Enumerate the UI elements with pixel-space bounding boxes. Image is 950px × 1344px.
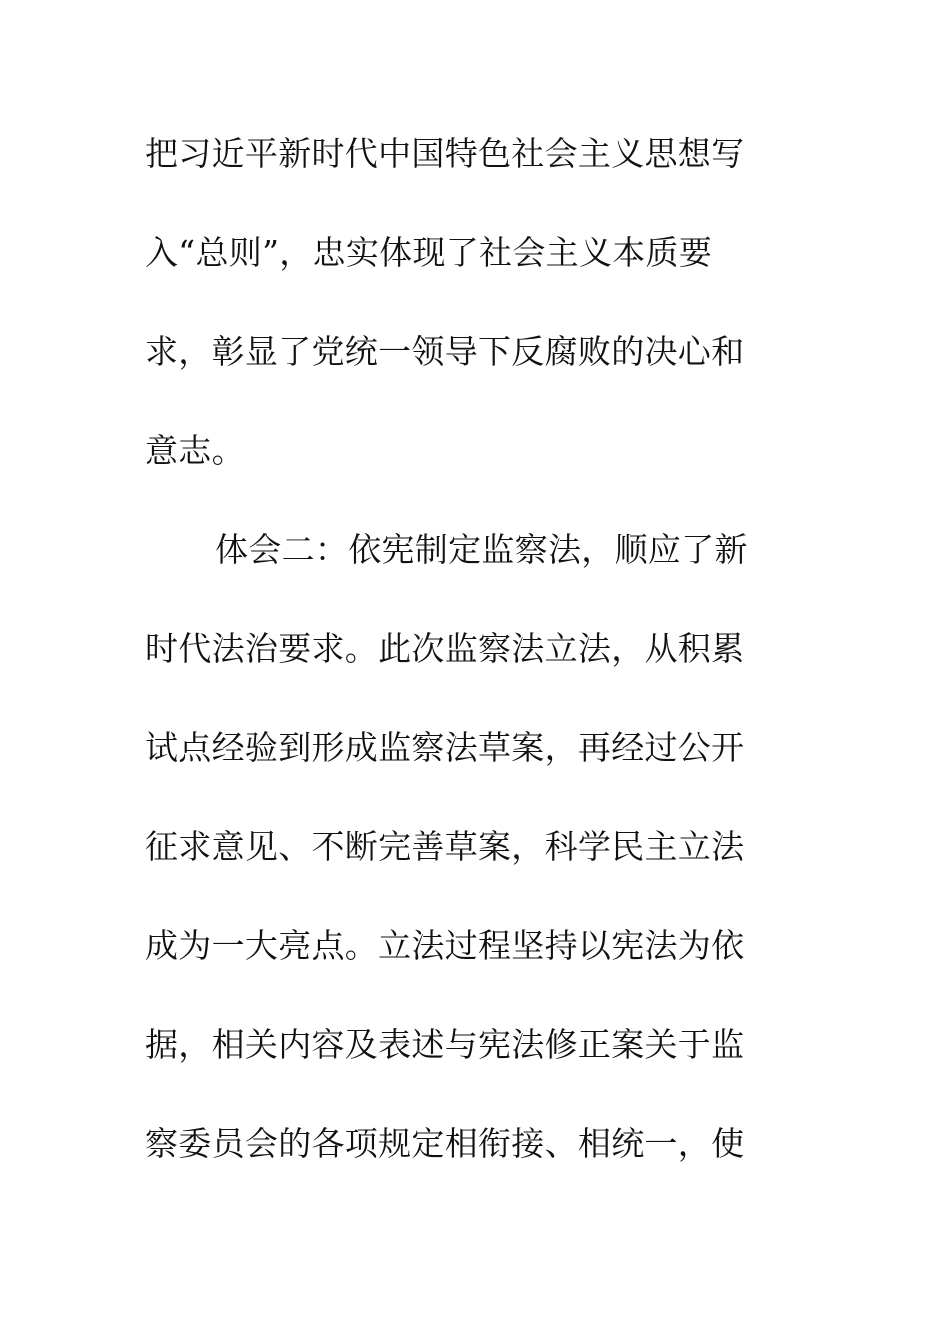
text-line: 征求意见、不断完善草案，科学民主立法 [145, 827, 745, 866]
text-line: 把习近平新时代中国特色社会主义思想写 [145, 134, 745, 173]
paragraph-start-line: 体会二：依宪制定监察法，顺应了新 [215, 530, 748, 569]
text-line: 据，相关内容及表述与宪法修正案关于监 [145, 1025, 745, 1064]
text-line: 入“总则”，忠实体现了社会主义本质要 [145, 233, 713, 272]
text-line: 求，彰显了党统一领导下反腐败的决心和 [145, 332, 745, 371]
text-line: 意志。 [145, 431, 245, 470]
body-text [145, 124, 785, 1213]
text-line: 察委员会的各项规定相衔接、相统一，使 [145, 1124, 745, 1163]
text-line: 试点经验到形成监察法草案，再经过公开 [145, 728, 745, 767]
text-line: 时代法治要求。此次监察法立法，从积累 [145, 629, 745, 668]
text-line: 成为一大亮点。立法过程坚持以宪法为依 [145, 926, 745, 965]
